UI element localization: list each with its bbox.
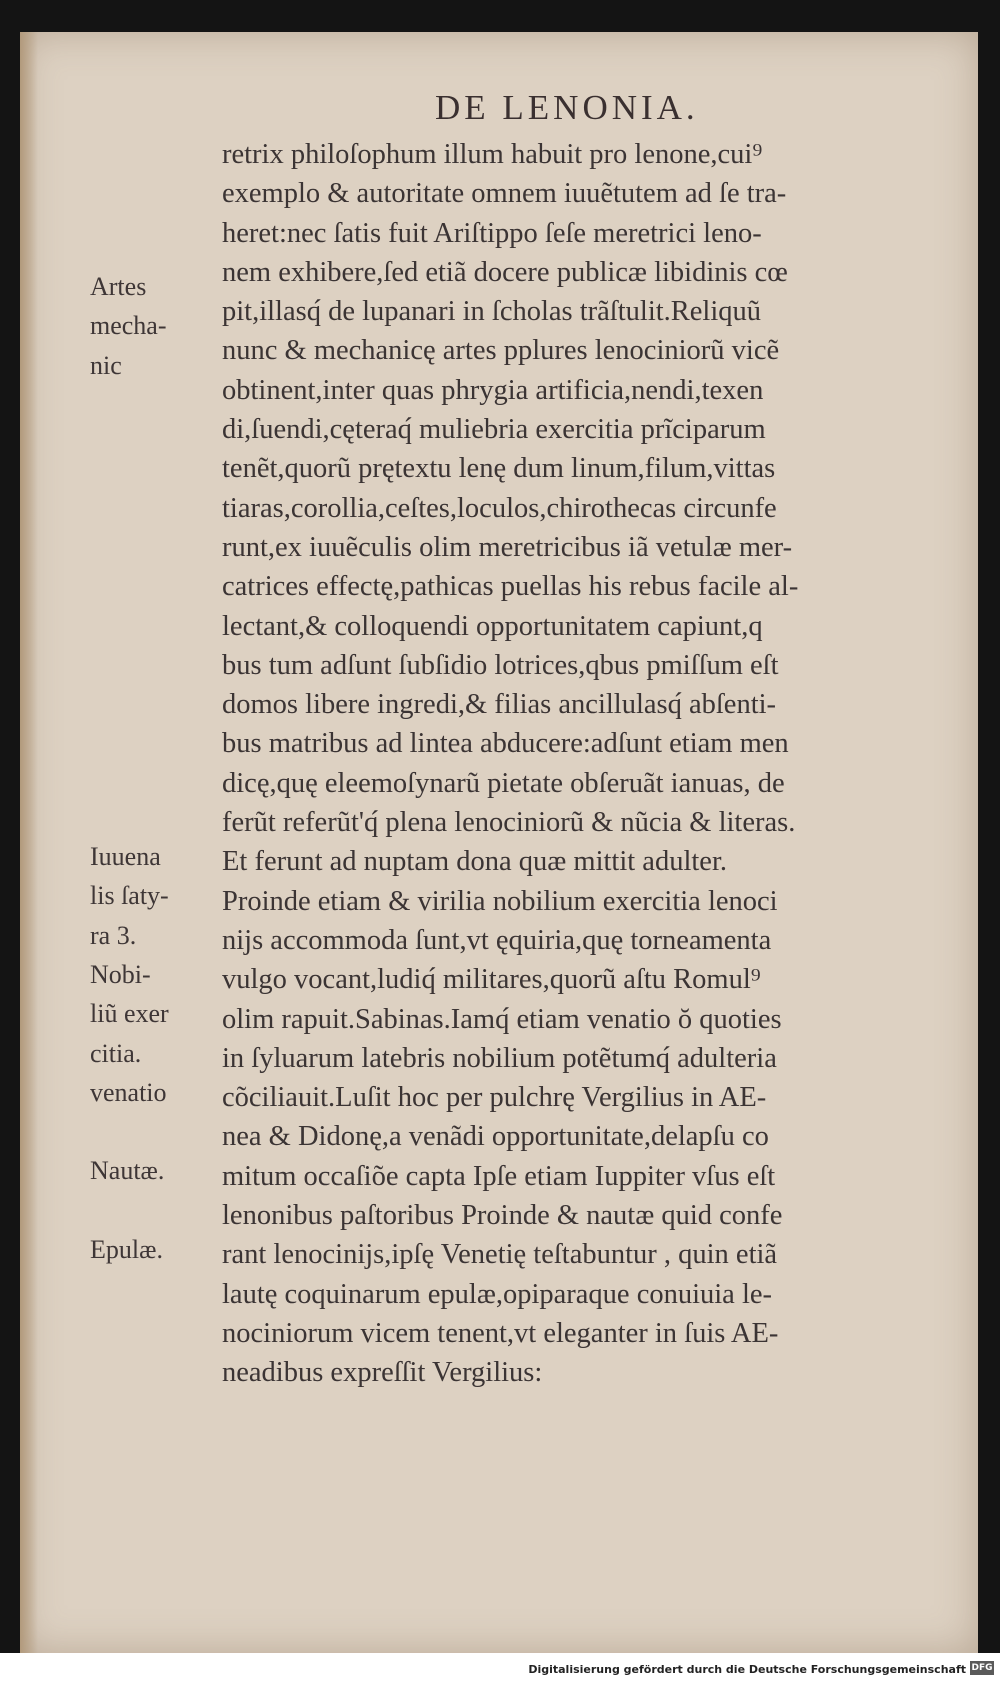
margin-note-epulae	[90, 1230, 220, 1269]
margin-note-line: mecha-	[90, 311, 167, 341]
text-line: vulgo vocant,ludiq́ militares,quorũ aſtu Romul⁹	[222, 964, 761, 996]
margin-note-line: citia.	[90, 1038, 142, 1068]
text-line: tiaras,corollia,ceſtes,loculos,chirothecas circunfe	[222, 492, 777, 524]
margin-note-line: Iuuena	[90, 842, 161, 871]
margin-note-line: Nautæ.	[90, 1156, 165, 1185]
text-line: neadibus expreſſit Vergilius:	[222, 1357, 543, 1389]
text-line: heret:nec ſatis fuit Ariſtippo ſeſe meretrici leno-	[222, 217, 762, 249]
margin-note-line: venatio	[90, 1078, 167, 1107]
text-line: catrices effectę,pathicas puellas his rebus facile al-	[222, 571, 799, 603]
margin-note-nobilium	[90, 955, 220, 1073]
text-line: olim rapuit.Sabinas.Iamq́ etiam venatio ŏ quoties	[222, 1003, 782, 1035]
footer-credit: Digitalisierung gefördert durch die Deutsche Forschungsgemeinschaft	[528, 1663, 966, 1676]
text-line: mitum occaſiõe capta Ipſe etiam Iuppiter vſus eſt	[222, 1160, 776, 1192]
text-line: bus tum adſunt ſubſidio lotrices,qbus pmiſſum eſt	[222, 649, 779, 681]
text-line: ferũt referũt'q́ plena lenociniorũ & nũcia & literas.	[222, 807, 796, 839]
text-line: retrix philoſophum illum habuit pro lenone,cui⁹	[222, 139, 763, 170]
margin-note-line: lis ſaty-	[90, 881, 169, 911]
text-line: dicę,quę eleemoſynarũ pietate obſeruãt ianuas, de	[222, 767, 785, 799]
margin-note-line: Epulæ.	[90, 1235, 163, 1264]
text-line: cõciliauit.Luſit hoc per pulchrę Vergilius in AE-	[222, 1082, 767, 1114]
margin-note-artes	[90, 267, 220, 385]
text-line: lenonibus paſtoribus Proinde & nautæ quid confe	[222, 1200, 783, 1232]
running-head: DE LENONIA.	[435, 88, 699, 127]
text-line: in ſyluarum latebris nobilium potẽtumq́ adulteria	[222, 1042, 777, 1074]
text-line: Proinde etiam & virilia nobilium exercitia lenoci	[222, 885, 778, 917]
margin-note-nautae	[90, 1151, 220, 1190]
text-line: tenẽt,quorũ prętextu lenę dum linum,filum,vittas	[222, 453, 776, 485]
text-line: lautę coquinarum epulæ,opiparaque conuiuia le-	[222, 1278, 773, 1310]
dfg-logo: DFG	[971, 1663, 993, 1673]
text-line: domos libere ingredi,& filias ancillulasq́ abſenti-	[222, 689, 777, 721]
text-line: nociniorum vicem tenent,vt eleganter in ſuis AE-	[222, 1317, 779, 1349]
page-gutter-shadow	[20, 32, 38, 1653]
text-line: nem exhibere,ſed etiã docere publicæ libidinis cœ	[222, 256, 788, 288]
margin-note-iuuenalis	[90, 837, 220, 955]
text-line: Et ferunt ad nuptam dona quæ mittit adulter.	[222, 846, 727, 878]
text-line: di,ſuendi,cęteraq́ muliebria exercitia prĩciparum	[222, 414, 766, 446]
text-line: rant lenocinijs,ipſę Venetię teſtabuntur , quin etiã	[222, 1239, 778, 1271]
text-line: pit,illasq́ de lupanari in ſcholas trãſtulit.Reliquũ	[222, 296, 762, 328]
body-text	[222, 135, 932, 1393]
text-line: bus matribus ad lintea abducere:adſunt etiam men	[222, 728, 789, 760]
text-line: nunc & mechanicę artes pplures lenociniorũ vicẽ	[222, 335, 780, 367]
text-line: exemplo & autoritate omnem iuuẽtutem ad ſe tra-	[222, 178, 787, 210]
text-line: obtinent,inter quas phrygia artificia,nendi,texen	[222, 374, 764, 406]
margin-note-line: Nobi-	[90, 960, 151, 989]
margin-note-line: nic	[90, 350, 122, 380]
margin-note-venatio	[90, 1073, 220, 1112]
text-line: nijs accommoda ſunt,vt ęquiria,quę torneamenta	[222, 924, 772, 956]
text-line: nea & Didonę,a venãdi opportunitate,delapſu co	[222, 1121, 769, 1153]
margin-note-line: ra 3.	[90, 920, 137, 950]
margin-note-line: Artes	[90, 272, 147, 301]
text-line: runt,ex iuuẽculis olim meretricibus iã vetulæ mer-	[222, 531, 793, 563]
text-line: lectant,& colloquendi opportunitatem capiunt,q	[222, 610, 763, 642]
margin-note-line: liũ exer	[90, 999, 169, 1029]
